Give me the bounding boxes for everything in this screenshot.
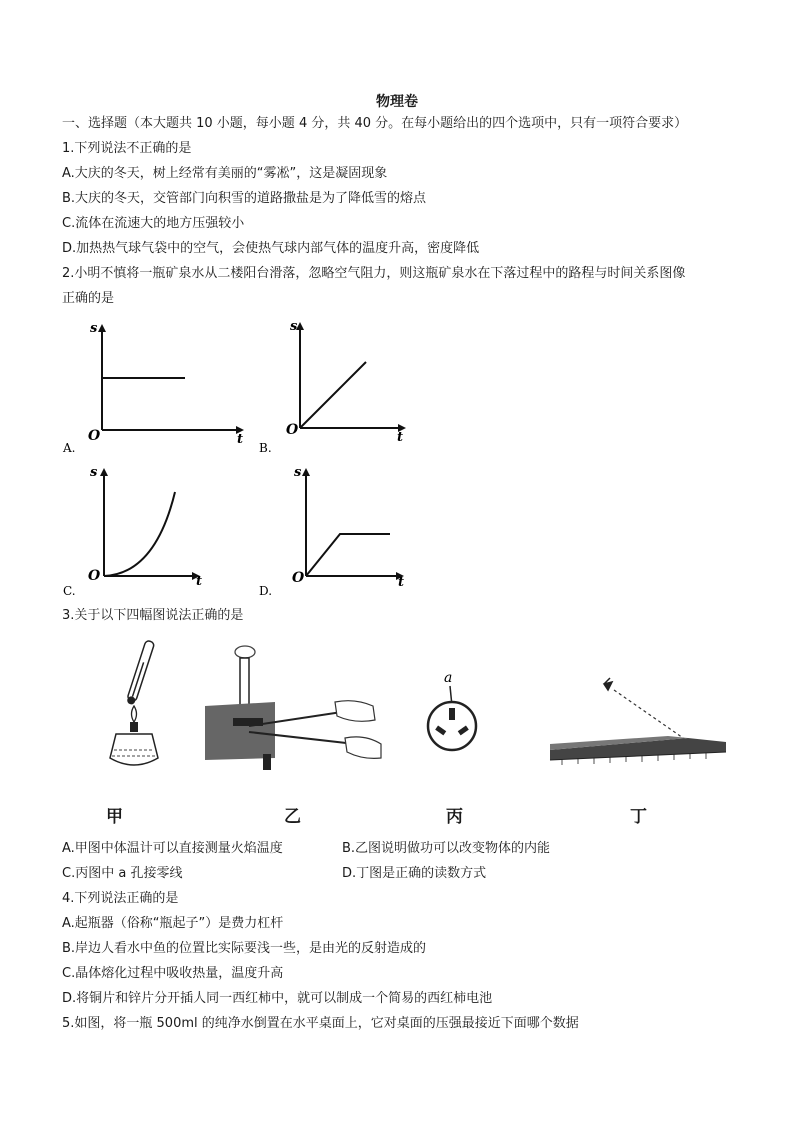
graph-c — [60, 462, 250, 598]
figure-label-ding: 丁 — [630, 807, 647, 827]
graph-a-t-label: t — [237, 432, 244, 447]
q4-option-a: A.起瓶器（俗称“瓶起子”）是费力杠杆 — [62, 916, 284, 931]
graph-b-t-label: t — [397, 430, 404, 445]
q1-stem: 1.下列说法不正确的是 — [62, 141, 192, 156]
socket-hole-a-label: a — [444, 670, 453, 686]
q1-option-c: C.流体在流速大的地方压强较小 — [62, 216, 245, 231]
q1-option-a: A.大庆的冬天，树上经常有美丽的“雾凇”，这是凝固现象 — [62, 166, 388, 181]
graph-c-s-label: s — [90, 465, 98, 480]
figure-label-jia: 甲 — [106, 807, 123, 827]
graph-a-origin: O — [88, 428, 101, 444]
section-heading: 一、选择题（本大题共 10 小题，每小题 4 分，共 40 分。在每小题给出的四个选项中，只有一项符合要求） — [62, 116, 688, 131]
graph-c-t-label: t — [196, 574, 203, 589]
q3-option-d: D.丁图是正确的读数方式 — [342, 866, 487, 881]
figure-label-yi: 乙 — [284, 807, 301, 827]
q3-option-c: C.丙图中 a 孔接零线 — [62, 866, 183, 881]
q3-option-b: B.乙图说明做功可以改变物体的内能 — [342, 841, 551, 856]
graph-a-s-label: s — [90, 321, 98, 336]
figure-bing-socket — [420, 668, 500, 768]
q5-stem: 5.如图，将一瓶 500ml 的纯净水倒置在水平桌面上，它对桌面的压强最接近下面哪个数据 — [62, 1016, 579, 1031]
graph-c-option-label: C. — [63, 584, 76, 598]
figure-label-bing: 丙 — [446, 807, 463, 827]
q1-option-b: B.大庆的冬天，交管部门向积雪的道路撒盐是为了降低雪的熔点 — [62, 191, 427, 206]
graph-b — [256, 318, 416, 458]
graph-b-s-label: s — [290, 319, 298, 334]
q2-stem-line2: 正确的是 — [62, 291, 115, 306]
graph-b-option-label: B. — [259, 441, 272, 455]
q4-stem: 4.下列说法正确的是 — [62, 891, 179, 906]
graph-d — [256, 462, 416, 598]
graph-a — [60, 318, 250, 458]
graph-b-origin: O — [286, 422, 299, 438]
graph-d-origin: O — [292, 570, 305, 586]
graph-c-origin: O — [88, 568, 101, 584]
graph-d-option-label: D. — [259, 584, 273, 598]
q1-option-d: D.加热热气球气袋中的空气，会使热气球内部气体的温度升高，密度降低 — [62, 241, 480, 256]
graph-d-s-label: s — [294, 465, 302, 480]
figure-yi-rope-friction — [205, 640, 395, 780]
q3-stem: 3.关于以下四幅图说法正确的是 — [62, 608, 244, 623]
q4-option-c: C.晶体熔化过程中吸收热量，温度升高 — [62, 966, 284, 981]
q2-stem-line1: 2.小明不慎将一瓶矿泉水从二楼阳台滑落，忽略空气阻力，则这瓶矿泉水在下落过程中的路程与时间关系图像 — [62, 266, 686, 281]
paper-title: 物理卷 — [376, 94, 418, 110]
q4-option-d: D.将铜片和锌片分开插人同一西红柿中，就可以制成一个简易的西红柿电池 — [62, 991, 493, 1006]
figure-jia-thermometer-lamp — [96, 632, 176, 782]
graph-d-t-label: t — [398, 575, 405, 590]
figure-ding-ruler — [548, 672, 738, 772]
graph-a-option-label: A. — [63, 441, 76, 455]
q3-option-a: A.甲图中体温计可以直接测量火焰温度 — [62, 841, 283, 856]
q4-option-b: B.岸边人看水中鱼的位置比实际要浅一些，是由光的反射造成的 — [62, 941, 427, 956]
